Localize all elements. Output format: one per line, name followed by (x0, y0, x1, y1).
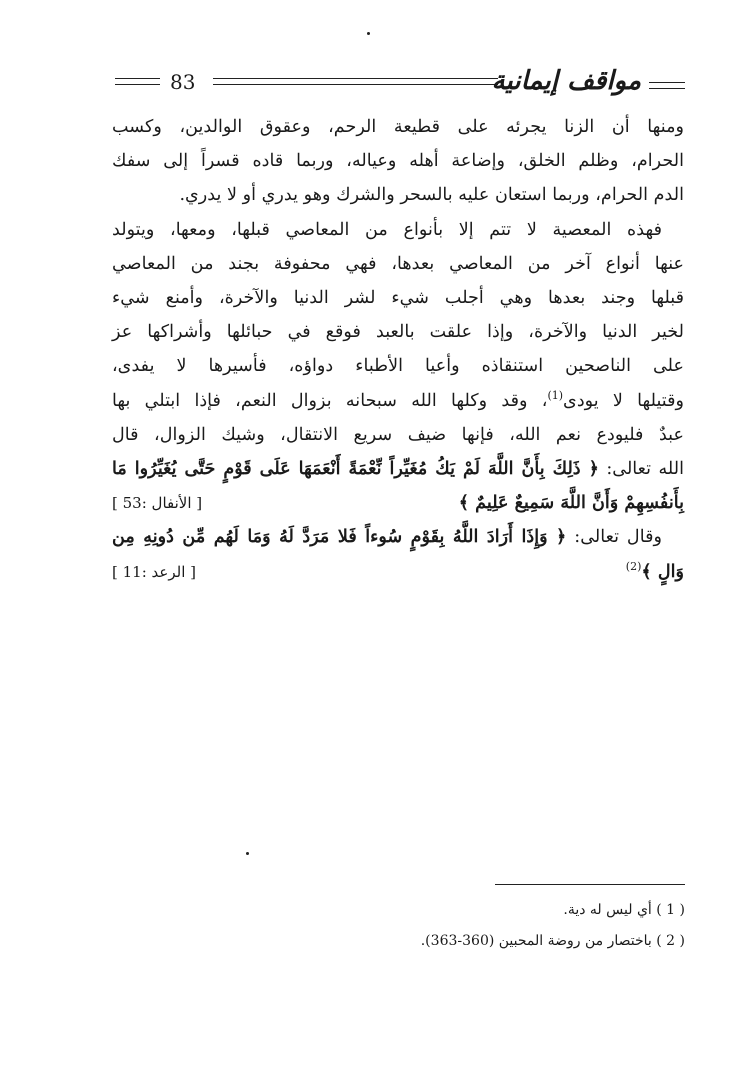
header-rule-left-2 (115, 84, 160, 85)
footnote-marker-2: (2) (625, 559, 642, 573)
quran-verse: ﴿ وَإِذَا أَرَادَ اللَّهُ بِقَوْمٍ سُوءاً فَلا مَرَدَّ لَهُ وَمَا لَهُم مِّن دُونِهِ مِن (112, 526, 567, 548)
page-number: 83 (170, 70, 196, 94)
verse-row (112, 555, 684, 589)
verse-row (112, 486, 684, 520)
text-line (112, 384, 684, 418)
text-line: الحرام، وظلم الخلق، وإضاعة أهله وعياله، وربما قاده قسراً إلى سفك (112, 151, 684, 172)
text-line: لخير الدنيا والآخرة، وإذا علقت بالعبد فوقع في حبائلها وأشراكها عز (112, 322, 684, 343)
speck-mark (246, 852, 249, 855)
paragraph-3 (112, 520, 684, 588)
quran-verse: وَالٍ ﴾ (641, 560, 684, 582)
footnote-rule (495, 884, 685, 885)
header-rule-right-2 (649, 88, 685, 89)
body-text (112, 110, 684, 589)
text-line: عبدٌ فليودع نعم الله، فإنها ضيف سريع الانتقال، وشيك الزوال، قال (112, 424, 684, 445)
quran-verse: بِأَنفُسِهِمْ وَأَنَّ اللَّهَ سَمِيعٌ عَلِيمٌ ﴾ (458, 492, 684, 514)
verse-intro: وقال تعالى: (566, 527, 662, 548)
text-line: على الناصحين استنقاذه وأعيا الأطباء دواؤه، فأسيرها لا يفدى، (112, 356, 684, 377)
text-fragment: ، وقد وكلها الله سبحانه بزوال النعم، فإذا ابتلي بها (112, 390, 548, 411)
paragraph-2 (112, 213, 684, 521)
verse-intro: الله تعالى: (598, 459, 684, 480)
verse-reference: [ الأنفال :53 ] (112, 494, 203, 513)
text-line: ومنها أن الزنا يجرئه على قطيعة الرحم، وعقوق الوالدين، وكسب (112, 117, 684, 137)
text-line: عنها أنواع آخر من المعاصي بعدها، فهي محفوفة بجند من المعاصي (112, 253, 684, 274)
header-rule-left (115, 78, 160, 79)
text-line (112, 452, 684, 486)
page-header (115, 68, 685, 100)
text-line: الدم الحرام، وربما استعان عليه بالسحر والشرك وهو يدري أو لا يدري. (179, 185, 684, 206)
verse-reference: [ الرعد :11 ] (112, 562, 196, 581)
text-line: فهذه المعصية لا تتم إلا بأنواع من المعاصي قبلها، ومعها، ويتولد (112, 219, 662, 240)
quran-verse: ﴿ ذَلِكَ بِأَنَّ اللَّهَ لَمْ يَكُ مُغَيِّراً نِّعْمَةً أَنْعَمَهَا عَلَى قَوْمٍ حَتَّى يُغَيِّرُوا مَا (112, 458, 599, 480)
footnote-1: ( 1 ) أي ليس له دية. (563, 902, 685, 918)
footnotes (300, 895, 685, 957)
footnote-marker-1: (1) (547, 388, 564, 402)
footnote-2: ( 2 ) باختصار من روضة المحبين (360-363). (420, 933, 685, 949)
running-title: مواقف إيمانية (491, 66, 641, 96)
header-rule-right (649, 82, 685, 83)
paragraph-1 (112, 110, 684, 213)
text-line: قبلها وجند بعدها وهي أجلب شيء لشر الدنيا والآخرة، وأمنع شيء (112, 288, 684, 309)
speck-mark (367, 32, 370, 35)
text-line (112, 520, 684, 554)
header-rule-middle (213, 78, 498, 79)
text-fragment: وقتيلها لا يودى (563, 390, 684, 411)
header-rule-middle-2 (213, 84, 498, 85)
